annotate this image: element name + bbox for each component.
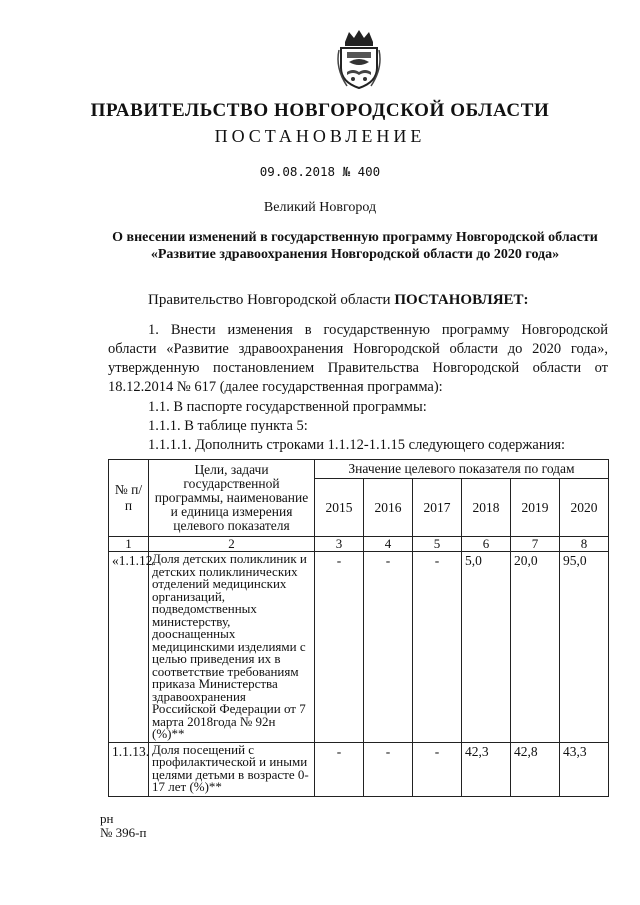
header-year: 2020 (560, 479, 609, 537)
header-year: 2018 (462, 479, 511, 537)
row-indicator-text: Доля посещений с профилактической и иными целями детьми в возрасте 0-17 лет (%)** (149, 742, 315, 796)
column-number: 3 (315, 537, 364, 552)
paragraph-1-1-1: 1.1.1. В таблице пункта 5: (148, 418, 308, 434)
column-number: 2 (149, 537, 315, 552)
document-date-number: 09.08.2018 № 400 (259, 164, 381, 179)
header-goal: Цели, задачи государственной программы, наименование и единица измерения целевого показателя (149, 460, 315, 537)
row-value: - (364, 552, 413, 743)
coat-of-arms-icon (333, 28, 385, 90)
column-number: 6 (462, 537, 511, 552)
row-value: 5,0 (462, 552, 511, 743)
row-value: - (315, 742, 364, 796)
header-values: Значение целевого показателя по годам (315, 460, 609, 479)
row-value: 42,8 (511, 742, 560, 796)
table-row (109, 742, 609, 796)
column-number: 4 (364, 537, 413, 552)
row-value: 42,3 (462, 742, 511, 796)
row-value: - (315, 552, 364, 743)
footer-reference (100, 812, 146, 840)
document-type: ПОСТАНОВЛЕНИЕ (214, 126, 426, 146)
target-indicators-table (108, 459, 609, 797)
row-indicator-text: Доля детских поликлиник и детских поликлинических отделений медицинских организаций, подведомственных министерству, дооснащенных медицинскими изделиями с целью приведения их в соответствие требованиям приказа Министерства здравоохранения Российской Федерации от 7 марта 2018года № 92н (%)** (149, 552, 315, 743)
column-number: 5 (413, 537, 462, 552)
row-number: 1.1.13. (109, 742, 149, 796)
header-year: 2017 (413, 479, 462, 537)
footer-initials: рн (100, 811, 114, 826)
table-column-numbers-row (109, 537, 609, 552)
table-row (109, 552, 609, 743)
header-year: 2016 (364, 479, 413, 537)
paragraph-1: 1. Внести изменения в государственную программу Новгородской области «Развитие здравоохранения Новгородской области до 2020 года», утвержденную постановлением Правительства Новгородской области от 18.12.2014 № 617 (далее государственная программа): (108, 322, 608, 395)
row-value: - (413, 552, 462, 743)
government-title: ПРАВИТЕЛЬСТВО НОВГОРОДСКОЙ ОБЛАСТИ (90, 100, 550, 121)
paragraph-1-1-1-1: 1.1.1.1. Дополнить строками 1.1.12-1.1.15 следующего содержания: (148, 437, 566, 453)
column-number: 8 (560, 537, 609, 552)
row-value: - (364, 742, 413, 796)
footer-doc-ref: № 396-п (100, 825, 147, 840)
row-value: 43,3 (560, 742, 609, 796)
row-value: - (413, 742, 462, 796)
row-value: 20,0 (511, 552, 560, 743)
table-header-row (109, 460, 609, 479)
column-number: 7 (511, 537, 560, 552)
header-year: 2015 (315, 479, 364, 537)
document-subject: О внесении изменений в государственную программу Новгородской области «Развитие здравоохранения Новгородской области до 2020 года» (112, 230, 598, 262)
row-value: 95,0 (560, 552, 609, 743)
intro-paragraph (148, 291, 529, 310)
intro-prefix: Правительство Новгородской области (148, 292, 391, 308)
city-name: Великий Новгород (263, 200, 377, 215)
header-year: 2019 (511, 479, 560, 537)
paragraph-1-1: 1.1. В паспорте государственной программы: (148, 399, 427, 415)
column-number: 1 (109, 537, 149, 552)
header-num: № п/п (109, 460, 149, 537)
intro-decree: ПОСТАНОВЛЯЕТ: (394, 292, 529, 308)
row-number: «1.1.12. (109, 552, 149, 743)
